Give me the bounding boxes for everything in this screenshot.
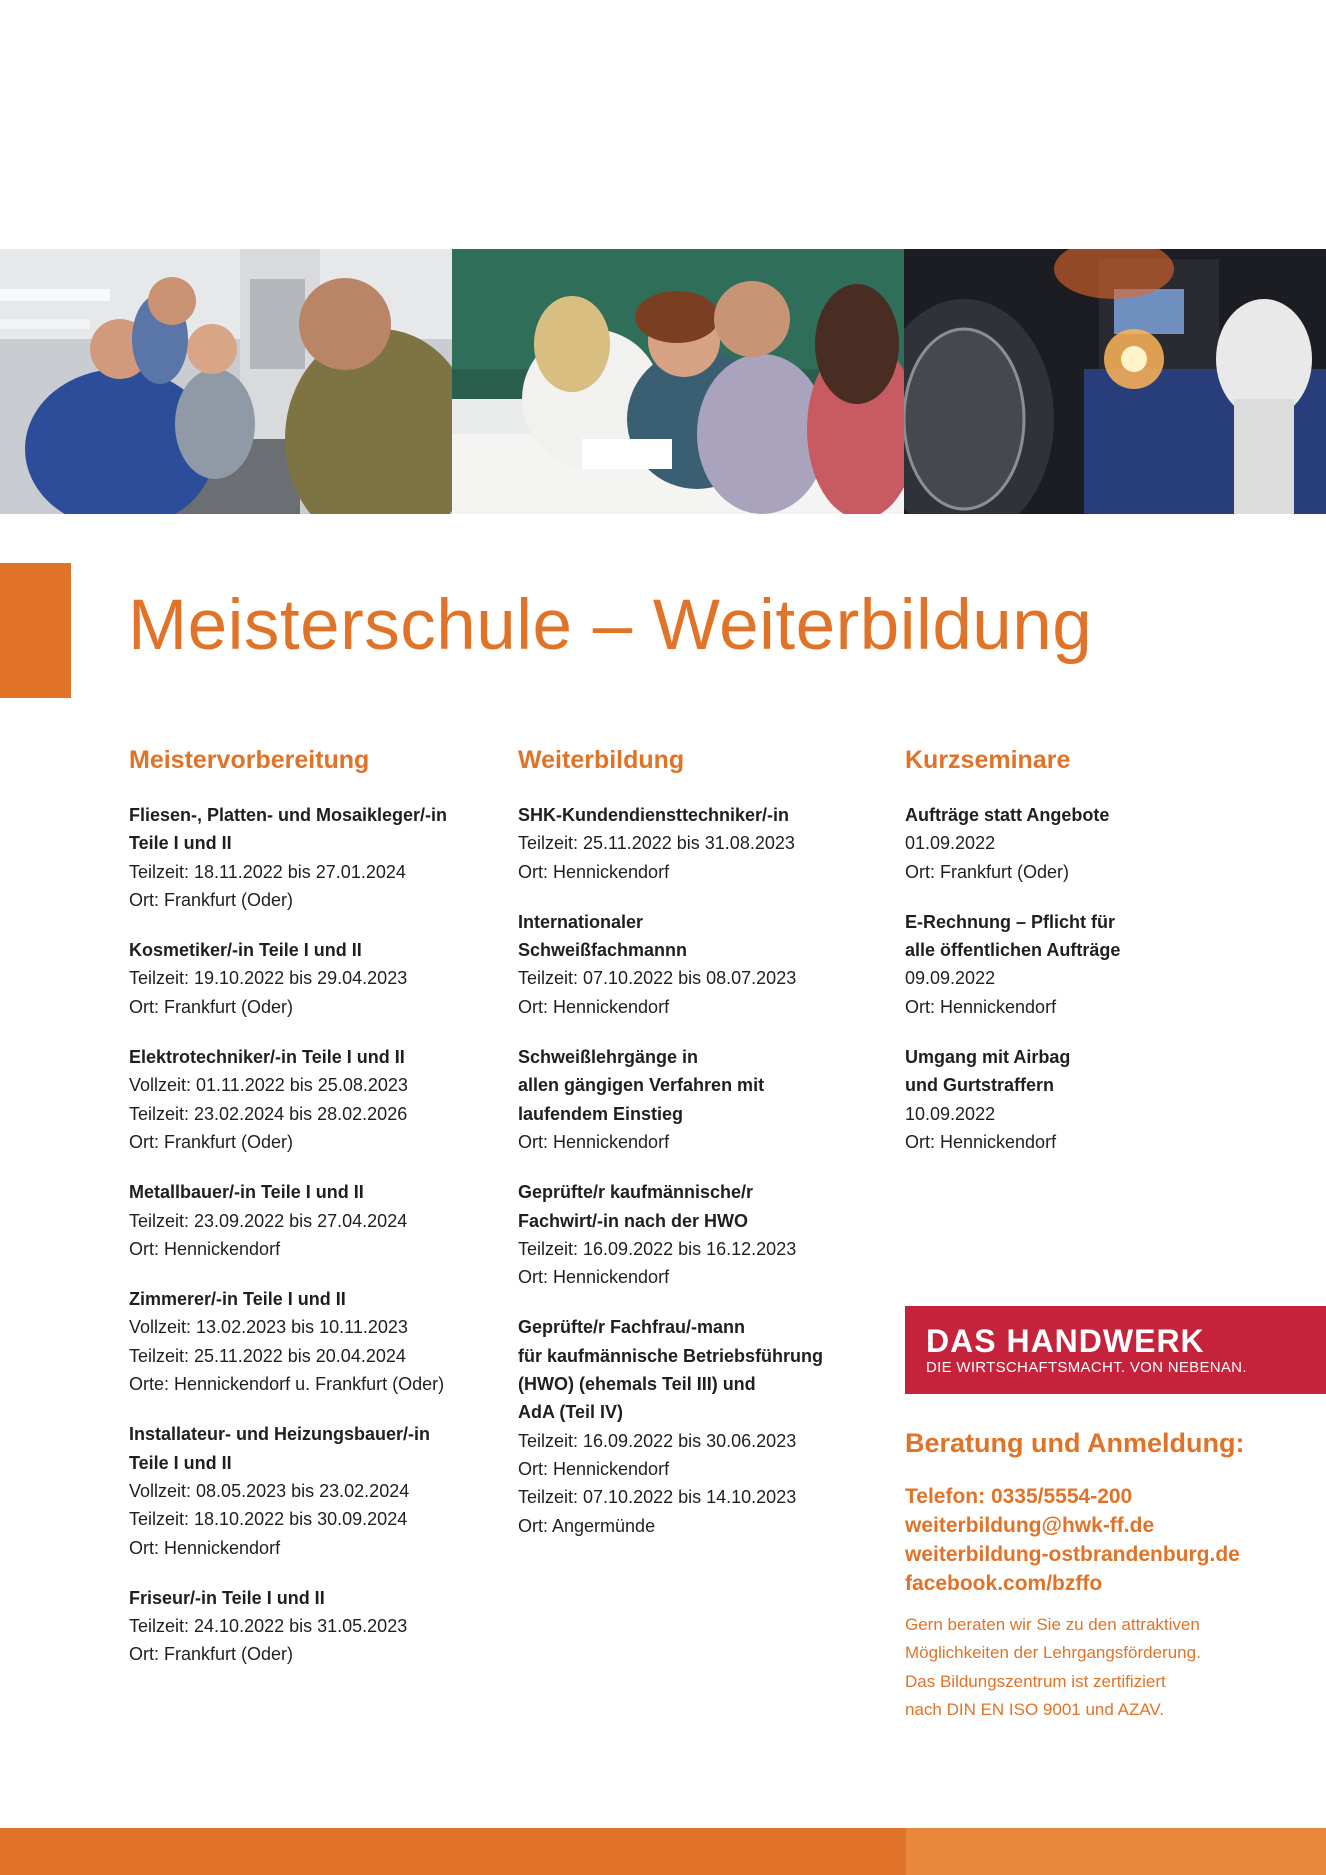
course-detail: Ort: Hennickendorf: [518, 1131, 670, 1152]
course-detail: Teilzeit: 07.10.2022 bis 14.10.2023: [518, 1487, 797, 1508]
course-detail: Ort: Frankfurt (Oder): [905, 861, 1070, 882]
column-kurzseminare: [905, 740, 1315, 1178]
course-detail: Vollzeit: 08.05.2023 bis 23.02.2024: [129, 1480, 410, 1501]
course-detail: Teilzeit: 25.11.2022 bis 20.04.2024: [129, 1345, 406, 1366]
course-entry: [905, 801, 1315, 886]
course-detail: Teilzeit: 23.09.2022 bis 27.04.2024: [129, 1210, 408, 1231]
course-title: Zimmerer/-in Teile I und II: [129, 1289, 346, 1310]
course-detail: 09.09.2022: [905, 968, 996, 989]
course-title: Elektrotechniker/-in Teile I und II: [129, 1047, 405, 1068]
column-heading: Kurzseminare: [905, 746, 1071, 774]
course-entry: [518, 1178, 898, 1291]
course-title: Umgang mit Airbag: [905, 1047, 1071, 1068]
course-detail: 01.09.2022: [905, 833, 996, 854]
course-entry: [905, 908, 1315, 1021]
contact-text-line: nach DIN EN ISO 9001 und AZAV.: [905, 1699, 1164, 1719]
course-title: Schweißlehrgänge in: [518, 1047, 699, 1068]
course-title: allen gängigen Verfahren mit: [518, 1075, 765, 1096]
course-detail: Teilzeit: 18.10.2022 bis 30.09.2024: [129, 1509, 408, 1530]
workshop-photo: [0, 249, 452, 514]
course-entry: [129, 1420, 509, 1561]
course-entry: [129, 801, 509, 914]
das-handwerk-logo: [905, 1306, 1326, 1394]
welding-photo: [904, 249, 1326, 514]
course-entry: [129, 1285, 509, 1398]
course-title: Fachwirt/-in nach der HWO: [518, 1210, 749, 1231]
course-title: Geprüfte/r kaufmännische/r: [518, 1182, 754, 1203]
phone-number: Telefon: 0335/5554-200: [905, 1485, 1133, 1508]
course-detail: Ort: Hennickendorf: [518, 861, 670, 882]
course-detail: Ort: Frankfurt (Oder): [129, 889, 294, 910]
course-title: Schweißfachmannn: [518, 940, 688, 961]
course-title: SHK-Kundendiensttechniker/-in: [518, 805, 790, 825]
course-title: Fliesen-, Platten- und Mosaikleger/-in: [129, 805, 448, 825]
facebook-link[interactable]: facebook.com/bzffo: [905, 1572, 1103, 1595]
course-detail: Teilzeit: 16.09.2022 bis 16.12.2023: [518, 1238, 797, 1259]
course-detail: Ort: Hennickendorf: [129, 1238, 281, 1259]
course-detail: Teilzeit: 07.10.2022 bis 08.07.2023: [518, 968, 797, 989]
course-detail: Ort: Frankfurt (Oder): [129, 996, 294, 1017]
course-entry: [905, 1043, 1315, 1156]
course-entry: [518, 801, 898, 886]
course-detail: Vollzeit: 13.02.2023 bis 10.11.2023: [129, 1317, 408, 1338]
contact-text-line: Gern beraten wir Sie zu den attraktiven: [905, 1615, 1200, 1634]
course-entry: [129, 1043, 509, 1156]
course-title: und Gurtstraffern: [905, 1075, 1055, 1096]
course-title: AdA (Teil IV): [518, 1402, 623, 1423]
course-detail: Ort: Hennickendorf: [129, 1537, 281, 1558]
course-detail: Teilzeit: 18.11.2022 bis 27.01.2024: [129, 861, 406, 882]
course-title: Friseur/-in Teile I und II: [129, 1587, 325, 1608]
email-link[interactable]: weiterbildung@hwk-ff.de: [905, 1514, 1155, 1537]
course-title: Teile I und II: [129, 1452, 232, 1473]
contact-heading: Beratung und Anmeldung:: [905, 1428, 1245, 1458]
course-entry: [129, 936, 509, 1021]
column-heading: Weiterbildung: [518, 746, 685, 774]
course-detail: Teilzeit: 23.02.2024 bis 28.02.2026: [129, 1103, 408, 1124]
course-entry: [518, 1043, 898, 1156]
course-title: alle öffentlichen Aufträge: [905, 940, 1121, 961]
course-entry: [129, 1178, 509, 1263]
course-detail: Ort: Hennickendorf: [905, 996, 1057, 1017]
photo-band: [0, 249, 1326, 514]
course-detail: Teilzeit: 25.11.2022 bis 31.08.2023: [518, 833, 795, 854]
course-title: Internationaler: [518, 911, 644, 932]
course-title: E-Rechnung – Pflicht für: [905, 911, 1116, 932]
course-title: laufendem Einstieg: [518, 1103, 684, 1124]
course-title: Installateur- und Heizungsbauer/-in: [129, 1424, 431, 1445]
course-title: Kosmetiker/-in Teile I und II: [129, 940, 362, 961]
course-title: (HWO) (ehemals Teil III) und: [518, 1374, 756, 1395]
course-entry: [518, 1313, 898, 1539]
course-detail: Teilzeit: 24.10.2022 bis 31.05.2023: [129, 1616, 408, 1637]
contact-text-line: Das Bildungszentrum ist zertifiziert: [905, 1671, 1166, 1691]
footer-bar-accent: [906, 1828, 1326, 1875]
contact-text-line: Möglichkeiten der Lehrgangsförderung.: [905, 1643, 1201, 1663]
course-detail: Teilzeit: 19.10.2022 bis 29.04.2023: [129, 968, 408, 989]
course-detail: Ort: Hennickendorf: [905, 1131, 1057, 1152]
logo-tagline: DIE WIRTSCHAFTSMACHT. VON NEBENAN.: [926, 1359, 1247, 1376]
course-detail: Orte: Hennickendorf u. Frankfurt (Oder): [129, 1374, 445, 1395]
course-detail: Teilzeit: 16.09.2022 bis 30.06.2023: [518, 1430, 797, 1451]
column-weiterbildung: [518, 740, 898, 1562]
course-detail: 10.09.2022: [905, 1103, 996, 1124]
column-meistervorbereitung: [129, 740, 509, 1691]
course-detail: Ort: Hennickendorf: [518, 1458, 670, 1479]
course-detail: Ort: Frankfurt (Oder): [129, 1131, 294, 1152]
course-title: für kaufmännische Betriebsführung: [518, 1345, 824, 1366]
course-title: Teile I und II: [129, 833, 232, 854]
course-detail: Ort: Hennickendorf: [518, 1267, 670, 1288]
course-detail: Vollzeit: 01.11.2022 bis 25.08.2023: [129, 1075, 408, 1096]
website-link[interactable]: weiterbildung-ostbrandenburg.de: [905, 1543, 1240, 1566]
accent-block: [0, 563, 71, 698]
contact-info: [905, 1482, 1240, 1598]
contact-description: [905, 1611, 1305, 1724]
course-entry: [518, 908, 898, 1021]
footer-bar: [0, 1828, 906, 1875]
course-detail: Ort: Frankfurt (Oder): [129, 1644, 294, 1665]
classroom-photo: [452, 249, 904, 514]
course-detail: Ort: Hennickendorf: [518, 996, 670, 1017]
course-detail: Ort: Angermünde: [518, 1515, 656, 1536]
course-title: Geprüfte/r Fachfrau/-mann: [518, 1317, 746, 1338]
course-title: Metallbauer/-in Teile I und II: [129, 1182, 364, 1203]
course-entry: [129, 1584, 509, 1669]
column-heading: Meistervorbereitung: [129, 746, 370, 774]
course-title: Aufträge statt Angebote: [905, 805, 1110, 825]
logo-wordmark: DAS HANDWERK: [926, 1323, 1205, 1359]
page-title: Meisterschule – Weiterbildung: [128, 586, 1093, 665]
